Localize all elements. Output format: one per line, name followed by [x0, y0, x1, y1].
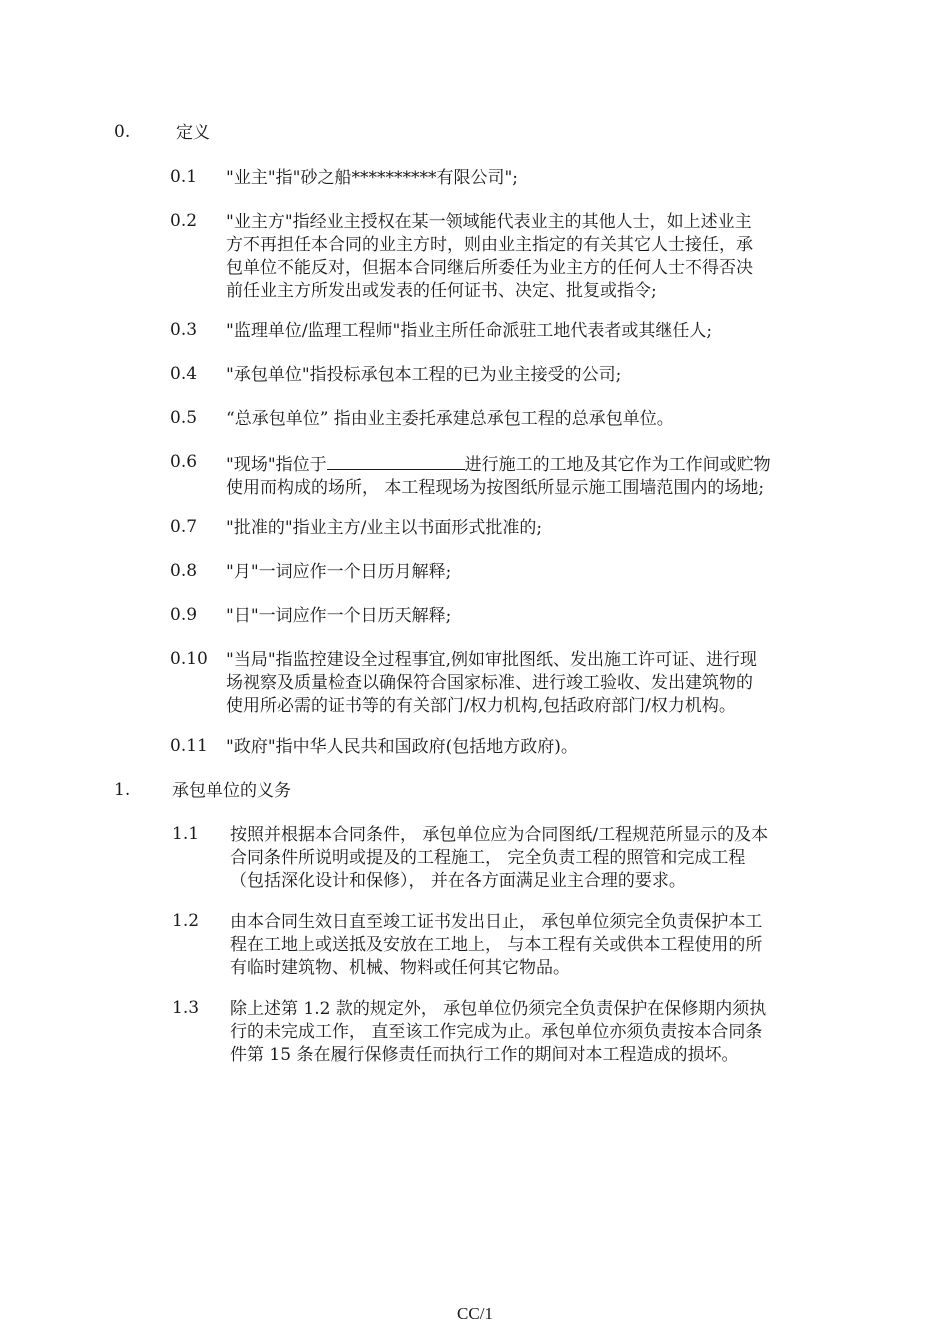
- clause-line: 场视察及质量检查以确保符合国家标准、进行竣工验收、发出建筑物的: [226, 673, 753, 693]
- clause-line: [226, 452, 771, 477]
- clause-line: 行的未完成工作， 直至该工作完成为止。承包单位亦须负责按本合同条: [230, 1022, 763, 1042]
- clause-line: 有临时建筑物、机械、物料或任何其它物品。: [230, 958, 570, 978]
- clause-line: 使用而构成的场所， 本工程现场为按图纸所显示施工围墙范围内的场地;: [226, 478, 765, 498]
- clause-text: [230, 911, 762, 980]
- clause-text: [226, 736, 578, 759]
- clause-number: 0.3: [170, 320, 198, 340]
- clause-line: 合同条件所说明或提及的工程施工， 完全负责工程的照管和完成工程: [230, 848, 746, 868]
- clause-line: "批准的"指业主方/业主以书面形式批准的;: [226, 518, 543, 538]
- clause-text: [226, 649, 757, 718]
- clause-line: “总承包单位” 指由业主委托承建总承包工程的总承包单位。: [226, 409, 674, 429]
- section-number: 1.: [114, 780, 131, 800]
- clause-number: 1.3: [172, 998, 200, 1018]
- clause-line: 前任业主方所发出或发表的任何证书、决定、批复或指令;: [226, 281, 657, 301]
- clause-text: [226, 561, 451, 584]
- clause-number: 0.11: [170, 736, 208, 756]
- clause-line: "业主"指"砂之船**********有限公司";: [226, 168, 519, 188]
- location-blank-line: [327, 452, 465, 470]
- clause-line: 包单位不能反对，但据本合同继后所委任为业主方的任何人士不得否决: [226, 258, 753, 278]
- clause-text: [230, 824, 768, 893]
- clause-text-before-blank: "现场"指位于: [226, 455, 327, 475]
- clause-text: [230, 998, 766, 1067]
- clause-text-after-blank: 进行施工的工地及其它作为工作间或贮物: [464, 455, 771, 475]
- clause-text: [226, 517, 542, 540]
- section-title: 定义: [176, 123, 210, 143]
- clause-text: [226, 320, 712, 343]
- section-number: 0.: [114, 122, 131, 142]
- clause-number: 0.8: [170, 561, 198, 581]
- clause-line: （包括深化设计和保修）， 并在各方面满足业主合理的要求。: [230, 871, 686, 891]
- clause-line: 程在工地上或送抵及安放在工地上， 与本工程有关或供本工程使用的所: [230, 935, 763, 955]
- clause-text: [226, 408, 674, 431]
- clause-line: "月"一词应作一个日历月解释;: [226, 562, 452, 582]
- clause-line: 由本合同生效日直至竣工证书发出日止， 承包单位须完全负责保护本工: [230, 912, 763, 932]
- section-title: 承包单位的义务: [172, 781, 291, 801]
- clause-number: 0.9: [170, 605, 198, 625]
- clause-number: 0.5: [170, 408, 198, 428]
- clause-number: 0.10: [170, 649, 208, 669]
- clause-line: "政府"指中华人民共和国政府(包括地方政府)。: [226, 737, 578, 757]
- clause-line: "业主方"指经业主授权在某一领域能代表业主的其他人士，如上述业主: [226, 212, 752, 232]
- clause-number: 0.2: [170, 211, 198, 231]
- clause-line: 使用所必需的证书等的有关部门/权力机构,包括政府部门/权力机构。: [226, 696, 736, 716]
- clause-line: 按照并根据本合同条件， 承包单位应为合同图纸/工程规范所显示的及本: [230, 825, 769, 845]
- clause-text: [226, 167, 518, 190]
- clause-number: 1.1: [172, 824, 200, 844]
- clause-text: [226, 211, 753, 303]
- clause-line: 件第 15 条在履行保修责任而执行工作的期间对本工程造成的损坏。: [230, 1045, 739, 1065]
- clause-text: [226, 364, 621, 387]
- clause-line: "当局"指监控建设全过程事宜,例如审批图纸、发出施工许可证、进行现: [226, 650, 758, 670]
- clause-line: 除上述第 1.2 款的规定外， 承包单位仍须完全负责保护在保修期内须执: [230, 999, 767, 1019]
- clause-number: 0.6: [170, 452, 198, 472]
- clause-text: [226, 452, 771, 500]
- clause-line: "监理单位/监理工程师"指业主所任命派驻工地代表者或其继任人;: [226, 321, 713, 341]
- clause-number: 0.4: [170, 364, 198, 384]
- clause-number: 1.2: [172, 911, 200, 931]
- clause-line: 方不再担任本合同的业主方时，则由业主指定的有关其它人士接任，承: [226, 235, 753, 255]
- page-footer: CC/1: [457, 1304, 493, 1323]
- clause-line: "承包单位"指投标承包本工程的已为业主接受的公司;: [226, 365, 622, 385]
- clause-text: [226, 605, 451, 628]
- clause-number: 0.1: [170, 167, 198, 187]
- clause-line: "日"一词应作一个日历天解释;: [226, 606, 452, 626]
- clause-number: 0.7: [170, 517, 198, 537]
